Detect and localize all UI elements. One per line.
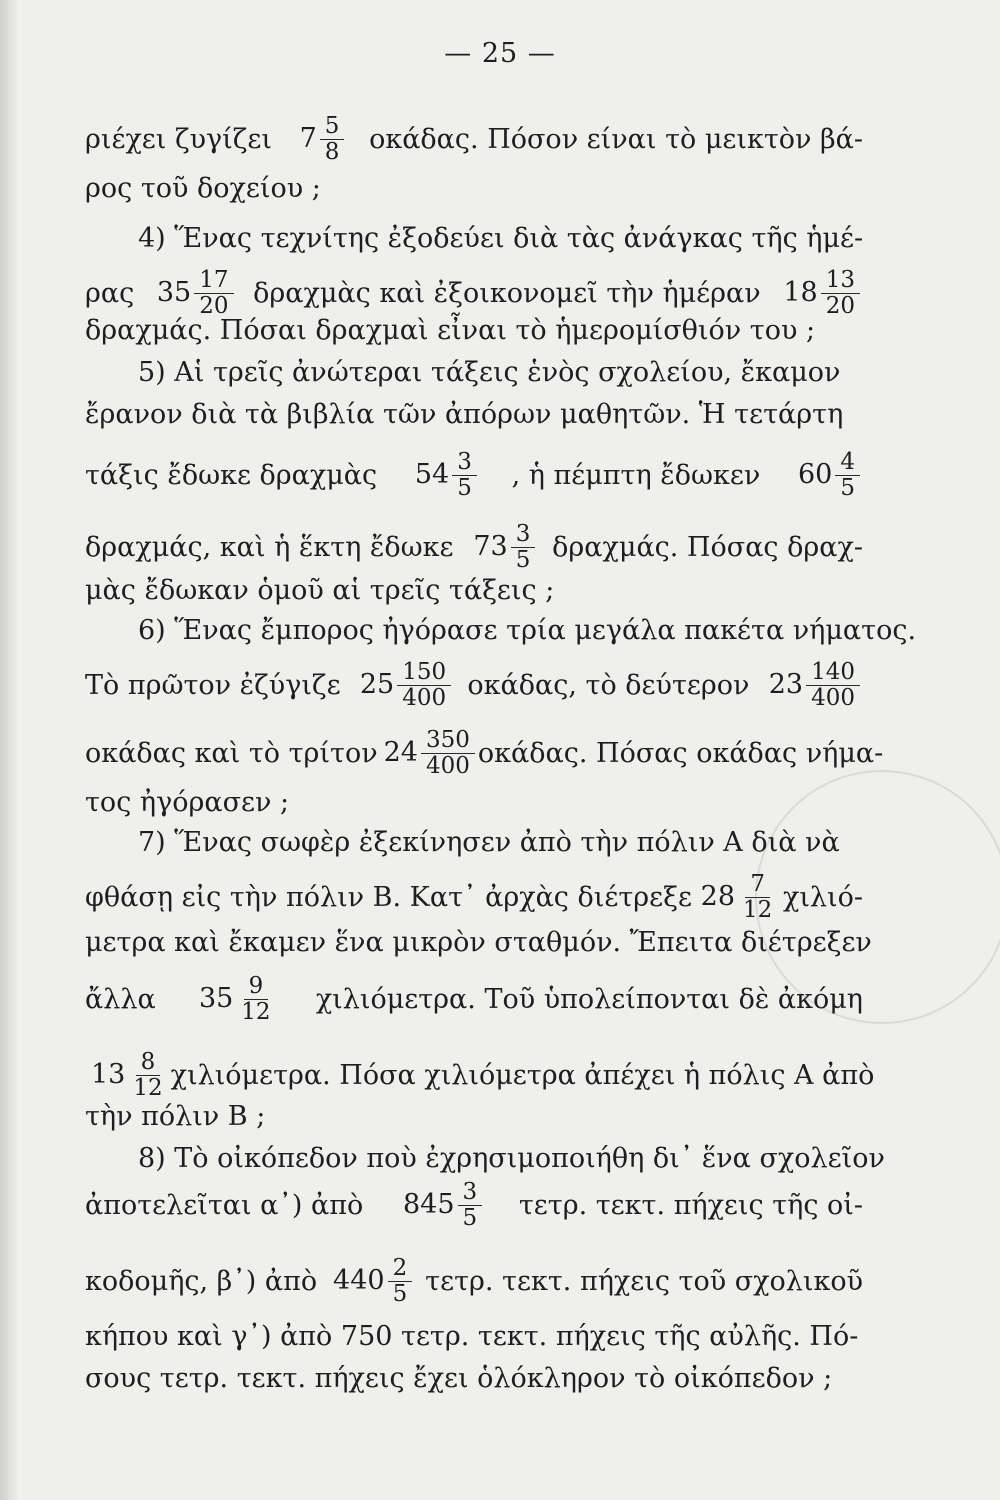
mixed-number-whole: 13 (91, 1059, 126, 1090)
text-segment: 7) Ἕνας σωφὲρ ἐξεκίνησεν ἀπὸ τὴν πόλιν Α διὰ νὰ (138, 827, 840, 858)
text-segment: 5) Αἱ τρεῖς ἀνώτεραι τάξεις ἑνὸς σχολείου, ἔκαμον (138, 357, 841, 388)
text-line-19 (85, 1049, 875, 1101)
fraction-numerator: 3 (511, 522, 536, 548)
fraction-denominator: 20 (199, 293, 229, 319)
text-segment: κήπου καὶ γ᾽) ἀπὸ 750 τετρ. τεκτ. πήχεις τῆς αὐλῆς. Πό- (85, 1321, 859, 1352)
mixed-number-whole: 25 (359, 669, 395, 700)
fraction-numerator: 5 (320, 114, 345, 140)
fraction-numerator: 7 (745, 872, 770, 898)
text-segment: οκάδας καὶ τὸ τρίτον (85, 737, 378, 769)
text-segment: δραχμὰς καὶ ἐξοικονομεῖ τὴν ἡμέραν (253, 277, 761, 309)
fraction-numerator: 350 (421, 728, 475, 754)
text-line-10 (85, 574, 863, 608)
text-segment: δραχμάς. Πόσαι δραχμαὶ εἶναι τὸ ἡμερομίσθιόν του ; (85, 315, 816, 346)
text-line-22 (85, 1180, 863, 1231)
fraction-numerator: 8 (136, 1050, 161, 1076)
fraction (806, 660, 860, 711)
mixed-number-whole: 54 (414, 459, 450, 490)
text-segment: κοδομῆς, β᾽) ἀπὸ (85, 1265, 318, 1297)
text-line-6 (138, 356, 863, 390)
text-segment: τετρ. τεκτ. πήχεις τῆς οἰ- (518, 1189, 863, 1221)
text-segment: χιλιόμετρα. Τοῦ ὑπολείπονται δὲ ἀκόμη (315, 983, 863, 1015)
text-line-25 (85, 1362, 863, 1396)
text-line-5 (85, 314, 863, 348)
mixed-number-whole: 28 (700, 881, 736, 912)
mixed-number-whole: 23 (768, 669, 804, 700)
text-line-23 (85, 1256, 863, 1307)
text-segment: 6) Ἕνας ἔμπορος ἠγόρασε τρία μεγάλα πακέτα νήματος. (138, 615, 917, 646)
text-line-12 (85, 660, 863, 711)
fraction (388, 1256, 413, 1307)
fraction (835, 450, 860, 501)
page-edge-shadow (0, 0, 18, 1500)
fraction-denominator: 12 (743, 897, 773, 923)
fraction-numerator: 2 (388, 1256, 413, 1282)
text-segment: οκάδας, τὸ δεύτερον (467, 669, 750, 701)
fraction-denominator: 12 (133, 1075, 163, 1101)
text-line-9 (85, 522, 863, 573)
text-segment: τος ἠγόρασεν ; (85, 787, 290, 818)
mixed-number-whole: 35 (198, 983, 234, 1014)
fraction (320, 114, 345, 165)
fraction-denominator: 400 (402, 685, 447, 711)
text-segment: τετρ. τεκτ. πήχεις τοῦ σχολικοῦ (425, 1265, 863, 1297)
mixed-number (409, 450, 480, 501)
fraction-denominator: 5 (457, 475, 472, 501)
fraction-denominator: 12 (241, 999, 271, 1025)
fraction (452, 450, 477, 501)
mixed-number (777, 268, 863, 319)
fraction-numerator: 3 (452, 450, 477, 476)
text-line-17 (85, 926, 872, 960)
fraction-denominator: 20 (825, 293, 855, 319)
text-line-11 (138, 614, 917, 648)
text-segment: μὰς ἔδωκαν ὁμοῦ αἱ τρεῖς τάξεις ; (85, 575, 555, 606)
fraction (128, 1050, 167, 1101)
fraction-denominator: 5 (515, 547, 531, 573)
fraction (458, 1180, 483, 1231)
text-segment: ρας (85, 277, 135, 309)
mixed-number (327, 1256, 415, 1307)
mixed-number-whole: 73 (473, 531, 508, 562)
text-line-3 (138, 222, 863, 256)
fraction-denominator: 8 (324, 139, 340, 165)
text-line-16 (85, 872, 863, 923)
text-segment: δραχμάς, καὶ ἡ ἕκτη ἔδωκε (85, 531, 454, 563)
text-segment: 8) Τὸ οἰκόπεδον ποὺ ἐχρησιμοποιήθη δι᾽ ἕνα σχολεῖον (138, 1143, 885, 1174)
mixed-number (467, 522, 538, 573)
text-segment: οκάδας. Πόσας οκάδας νήμα- (477, 737, 884, 769)
fraction (397, 660, 451, 711)
fraction-numerator: 140 (806, 660, 860, 686)
mixed-number (151, 268, 237, 319)
text-line-8 (85, 450, 863, 501)
text-line-18 (85, 974, 863, 1025)
fraction-denominator: 5 (840, 475, 855, 501)
page-number: — 25 — (444, 38, 556, 69)
mixed-number-whole: 440 (333, 1265, 385, 1296)
mixed-number (354, 660, 454, 711)
mixed-number (294, 114, 348, 165)
mixed-number (85, 1050, 171, 1101)
fraction-numerator: 4 (835, 450, 860, 476)
text-segment: τὴν πόλιν Β ; (85, 1101, 266, 1132)
text-segment: Τὸ πρῶτον ἐζύγιζε (85, 669, 341, 701)
text-segment: , ἡ πέμπτη ἔδωκεν (511, 459, 761, 491)
text-line-4 (85, 268, 863, 319)
text-line-14 (85, 786, 863, 820)
fraction-numerator: 3 (458, 1180, 483, 1206)
text-line-20 (85, 1100, 863, 1134)
text-segment: ἄλλα (85, 983, 156, 1015)
fraction (421, 728, 475, 779)
mixed-number-whole: 24 (383, 737, 418, 768)
mixed-number-whole: 845 (402, 1189, 455, 1220)
fraction (194, 268, 233, 319)
fraction (511, 522, 536, 573)
mixed-number (763, 660, 863, 711)
text-line-21 (138, 1142, 885, 1176)
text-segment: ἀποτελεῖται α᾽) ἀπὸ (85, 1189, 364, 1221)
text-line-1 (85, 114, 863, 165)
mixed-number (792, 450, 863, 501)
fraction-numerator: 9 (244, 974, 269, 1000)
text-segment: οκάδας. Πόσον είναι τὸ μεικτὸν βά- (369, 123, 863, 155)
text-segment: χιλιόμετρα. Πόσα χιλιόμετρα ἀπέχει ἡ πόλις Α ἀπὸ (170, 1059, 875, 1091)
mixed-number (378, 728, 478, 779)
mixed-number (695, 872, 781, 923)
mixed-number-whole: 35 (156, 277, 192, 308)
text-segment: ἔρανον διὰ τὰ βιβλία τῶν ἀπόρων μαθητῶν. Ἡ τετάρτη (85, 399, 844, 430)
fraction-numerator: 17 (194, 268, 233, 294)
text-segment: 4) Ἕνας τεχνίτης ἐξοδεύει διὰ τὰς ἀνάγκας τῆς ἡμέ- (138, 223, 864, 254)
fraction (821, 268, 860, 319)
fraction-denominator: 400 (425, 753, 470, 779)
text-segment: σους τετρ. τεκτ. πήχεις ἔχει ὁλόκληρον τὸ οἰκόπεδον ; (85, 1363, 833, 1394)
fraction (236, 974, 275, 1025)
mixed-number-whole: 7 (299, 123, 317, 154)
mixed-number-whole: 18 (783, 277, 818, 308)
text-line-15 (138, 826, 863, 860)
text-segment: τάξις ἔδωκε δραχμὰς (85, 459, 378, 491)
text-line-24 (85, 1320, 863, 1354)
text-segment: μετρα καὶ ἔκαμεν ἕνα μικρὸν σταθμόν. Ἔπειτα διέτρεξεν (85, 927, 872, 958)
text-segment: ριέχει ζυγίζει (85, 123, 272, 155)
fraction-denominator: 5 (462, 1205, 478, 1231)
fraction-denominator: 5 (392, 1281, 408, 1307)
text-segment: δραχμάς. Πόσας δραχ- (552, 531, 863, 563)
fraction-denominator: 400 (811, 685, 855, 711)
fraction-numerator: 150 (397, 660, 451, 686)
text-segment: ρος τοῦ δοχείου ; (85, 173, 321, 204)
text-segment: χιλιό- (782, 881, 863, 913)
text-line-13 (85, 727, 884, 779)
mixed-number (193, 974, 279, 1025)
text-line-7 (85, 398, 863, 432)
fraction-numerator: 13 (821, 268, 860, 294)
fraction (738, 872, 777, 923)
text-segment: φθάσῃ εἰς τὴν πόλιν Β. Κατ᾽ ἀρχὰς διέτρεξε (85, 881, 692, 913)
mixed-number (397, 1180, 485, 1231)
text-line-2 (85, 172, 863, 206)
mixed-number-whole: 60 (797, 459, 833, 490)
